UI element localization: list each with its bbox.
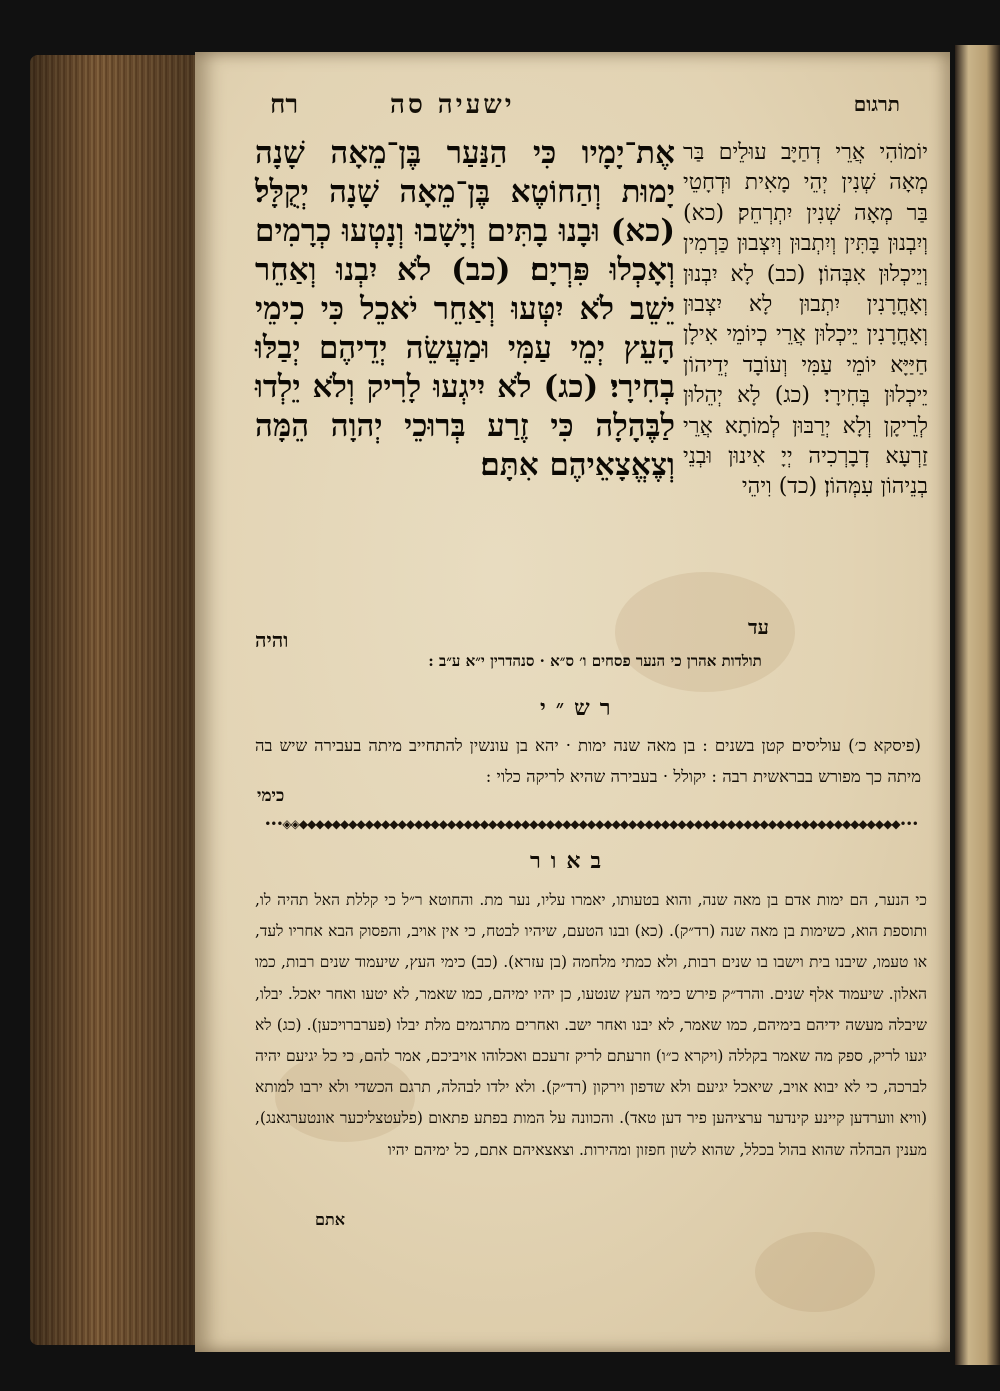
biur-text: כי הנער, הם ימות אדם בן מאה שנה, והוא בטעותו, יאמרו עליו, נער מת. והחוטא ר״ל כי קללת האל תהיה לו, ותוספת הוא, כשימות בן מאה שנה (רד״ק). (כא) ובנו הטעם, שיהיו לבטח, כי אין אויב, והפסוק הבא אחריו לעד, או טעמו, שיבנו בית וישבו בו שנים רבות, ולא כמתי מלחמה (בן עזרא). (כב) כימי העץ, שיעמוד שנים רבות, כמו האלון. שיעמוד אלף שנים. והרד״ק פירש כימי העץ שנטעו, כן יהיו ימיהם, כמו שאמר, לא יטעו ואחר יאכל. יבלו, שיבלה מעשה ידיהם בימיהם, כמו שאמר, לא יבנו ואחר ישב. ואחרים מתרגמים מלת יבלו (פערברויכען). (כג) לא יגעו לריק, ספק מה שאמר בקללה (ויקרא כ״ו) וזרעתם לריק זרעכם ואכלוהו אויביכם, אמר להם, כי כל יגיעם יהיה לברכה, כי לא יבוא אויב, שיאכל יגיעם ולא שדפון וירקון (רד״ק). ולא ילדו לבהלה, תרגם הכשדי ולא ירבו למותא (וויא ווערדען קיינע קינדער ערציהען פיר דען טאד). והכוונה על המות בפתע פתאום (פלעטצליכער אונטערגאנג), מענין הבהלה שהוא בהול בכלל, שהוא לשון חפזון ומהירות. וצאצאיהם אתם, כל ימיהם יהיו — [255, 891, 927, 1159]
book-fore-edge — [30, 55, 200, 1345]
paper-stain — [755, 1232, 875, 1312]
rashi-title: רש״י — [540, 695, 621, 721]
biur-commentary — [255, 885, 927, 1166]
ornamental-divider: •••◈◈◆◆◆◆◆◆◆◆◆◆◆◆◆◆◆◆◆◆◆◆◆◆◆◆◆◆◆◆◆◆◆◆◆◆◆◆◆◆◆◆◆◆◆◆◆◆◆◆◆◆◆◆◆◆◆◆◆◆◆◆◆◆◆◆◆◆◆◆◆◆◆◆◆••• — [264, 817, 918, 831]
biur-title: באור — [530, 848, 612, 874]
rashi-catchword: כימי — [257, 786, 285, 806]
page-number: רח — [270, 90, 299, 120]
rashi-commentary — [255, 730, 921, 792]
rashi-text: (פיסקא כ׳) עוליסים קטן בשנים : בן מאה שנה ימות · יהא בן עונשין להתחייב מיתה בעבירה שיש בה מיתה כך מפורש בבראשית רבה : יקולל · בעבירה שהיא לריקה כלוי : — [255, 736, 921, 786]
targum-text: יוֹמוֹהִי אֲרֵי דְחַיָּב עוּלֵים בַּר מְאָה שְׁנִין יְהֵי מָאִית וּדְחָטֵי בַּר מְאָה שְׁנִין יִתְרְחֵק׃ (כא) וְיִבְנוּן בָּתִּין וְיִתְבוּן וְיִצְבוּן כַּרְמִין וְיֵיכְלוּן אִבְּהוֹן׃ (כב) לָא יִבְנוּן וְאָחֳרָנִין יִתְבוּן לָא יִצְבוּן וְאָחֳרָנִין יֵיכְלוּן אֲרֵי כְיוֹמֵי אִילָן חַיַּיָּא יוֹמֵי עַמִּי וְעוֹבָד יְדֵיהוֹן יֵיכְלוּן בְּחִירָי׃ (כג) לָא יְהֵלוּן לְרֵיקָן וְלָא יְרַבּוּן לְמוֹתָא אֲרֵי זַרְעָא דְבָרְכִיה יְיָ אִינוּן וּבְנֵי בְנֵיהוֹן עִמְּהוֹן׃ (כד) וִיהֵי — [683, 140, 928, 500]
biur-catchword: אתם — [315, 1210, 346, 1229]
book-title: ישעיה סה — [390, 90, 515, 120]
facing-page-edge — [955, 45, 1000, 1365]
main-scripture-text: אֶת־יָמָיו כִּי הַנַּעַר בֶּן־מֵאָה שָׁנָה יָמוּת וְהַחוֹטֶא בֶּן־מֵאָה שָׁנָה יְקֻלָּל׃ (כא) וּבָנוּ בָתִּים וְיָשָׁבוּ וְנָטְעוּ כְרָמִים וְאָכְלוּ פִּרְיָם׃ (כב) לֹא יִבְנוּ וְאַחֵר יֵשֵׁב לֹא יִטְּעוּ וְאַחֵר יֹאכֵל כִּי כִימֵי הָעֵץ יְמֵי עַמִּי וּמַעֲשֵׂה יְדֵיהֶם יְבַלּוּ בְחִירָי׃ (כג) לֹא יִיגְעוּ לָרִיק וְלֹא יֵלְדוּ לַבֶּהָלָה כִּי זֶרַע בְּרוּכֵי יְהוָה הֵמָּה וְצֶאֱצָאֵיהֶם אִתָּם׃ — [255, 135, 675, 483]
targum-catchword: עד — [748, 615, 769, 639]
sources-line: תולדות אהרן כי הנער פסחים ו׳ ס״א · סנהדרין י״א ע״ב : — [428, 652, 762, 670]
main-catchword: והיה — [255, 628, 289, 652]
targum-header: תרגום — [853, 92, 900, 116]
book-page — [195, 52, 950, 1352]
